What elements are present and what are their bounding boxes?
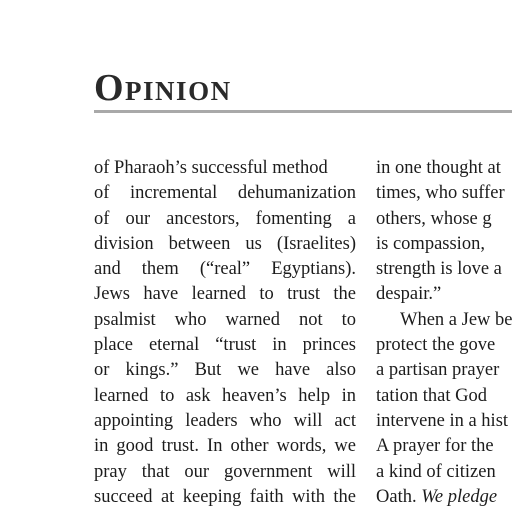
text-line: When a Jew be	[400, 309, 512, 330]
italic-pledge-text: We pledge	[421, 486, 498, 507]
text-line: Jews have learned to trust the	[94, 284, 356, 305]
text-line: or kings.” But we have also	[94, 360, 356, 381]
text-line: protect the gove	[376, 335, 496, 356]
title-rule	[94, 110, 512, 113]
text-line: of Pharaoh’s successful method	[94, 158, 328, 178]
text-line: in one thought at	[376, 158, 501, 178]
text-line: is compassion,	[376, 233, 485, 254]
article-left-column	[94, 156, 356, 510]
text-line: a partisan prayer	[376, 360, 500, 381]
article-right-column	[376, 156, 512, 510]
text-line-oath	[376, 485, 512, 510]
text-line: despair.”	[376, 284, 442, 305]
text-line: tation that God	[376, 385, 487, 406]
text-line: of our ancestors, fomenting a	[94, 208, 356, 229]
text-line: A prayer for the	[376, 436, 494, 457]
text-line: intervene in a hist	[376, 410, 509, 431]
text-line: of incremental dehumanization	[94, 183, 356, 204]
text-line: pray that our government will	[94, 461, 356, 482]
text-line: times, who suffer	[376, 183, 505, 204]
text-line: place eternal “trust in princes	[94, 335, 356, 356]
text-line: strength is love a	[376, 259, 502, 280]
oath-text: Oath.	[376, 486, 417, 507]
text-line: others, whose g	[376, 208, 492, 229]
text-line: in good trust. In other words, we	[94, 436, 356, 457]
text-line: psalmist who warned not to	[94, 309, 356, 330]
text-line: and them (“real” Egyptians).	[94, 259, 356, 280]
text-line: learned to ask heaven’s help in	[94, 385, 356, 406]
section-title: Opinion	[94, 67, 232, 109]
text-line: division between us (Israelites)	[94, 233, 356, 254]
text-line: appointing leaders who will act	[94, 410, 356, 431]
text-line: succeed at keeping faith with the	[94, 486, 356, 507]
text-line: a kind of citizen	[376, 461, 496, 482]
